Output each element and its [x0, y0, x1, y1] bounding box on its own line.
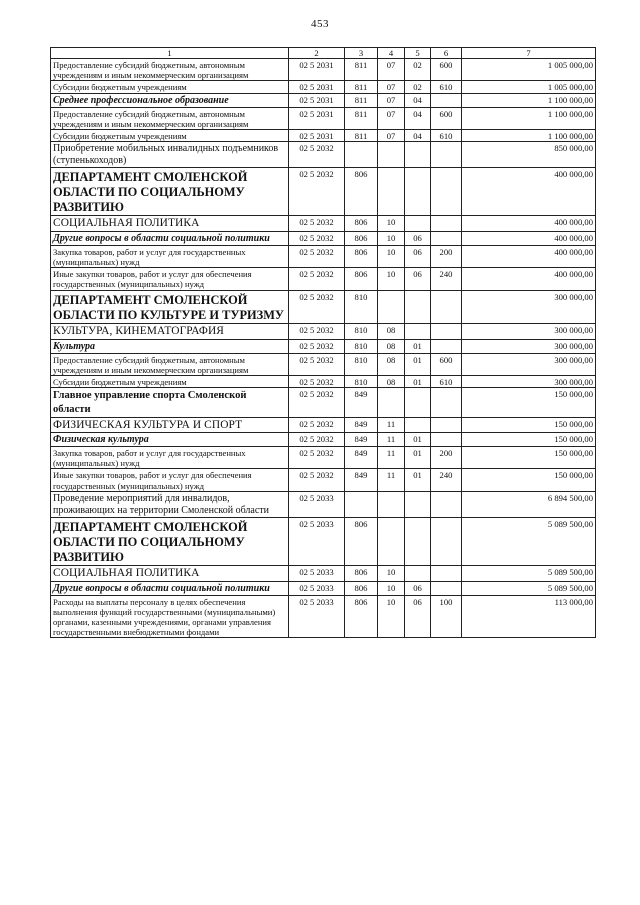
row-target-code: 02 5 2031: [289, 93, 345, 107]
row-ministry-code: 849: [345, 447, 378, 469]
row-ministry-code: 811: [345, 81, 378, 93]
table-row: [51, 469, 596, 491]
column-header: 4: [378, 48, 405, 59]
row-target-code: 02 5 2032: [289, 216, 345, 232]
row-name: Проведение мероприятий для инвалидов, проживающих на территории Смоленской области: [51, 491, 289, 517]
row-subsection-code: 06: [405, 246, 431, 268]
table-row: [51, 167, 596, 215]
row-target-code: 02 5 2033: [289, 595, 345, 638]
row-name: Субсидии бюджетным учреждениям: [51, 375, 289, 387]
row-name: КУЛЬТУРА, КИНЕМАТОГРАФИЯ: [51, 323, 289, 339]
row-amount: 5 089 500,00: [462, 517, 596, 565]
row-ministry-code: 811: [345, 93, 378, 107]
row-expense-type: [431, 167, 462, 215]
row-subsection-code: [405, 517, 431, 565]
table-row: [51, 517, 596, 565]
row-subsection-code: [405, 387, 431, 417]
row-target-code: 02 5 2033: [289, 566, 345, 582]
row-amount: 850 000,00: [462, 141, 596, 167]
row-subsection-code: 04: [405, 129, 431, 141]
table-row: [51, 595, 596, 638]
row-section-code: 07: [378, 129, 405, 141]
row-target-code: 02 5 2031: [289, 107, 345, 129]
row-section-code: 10: [378, 232, 405, 246]
row-target-code: 02 5 2031: [289, 129, 345, 141]
row-name: Закупка товаров, работ и услуг для государственных (муниципальных) нужд: [51, 246, 289, 268]
row-ministry-code: 806: [345, 216, 378, 232]
row-ministry-code: 806: [345, 566, 378, 582]
table-row: [51, 59, 596, 81]
table-row: [51, 268, 596, 290]
row-expense-type: 600: [431, 107, 462, 129]
header-row: [51, 48, 596, 59]
row-ministry-code: 849: [345, 433, 378, 447]
row-expense-type: 610: [431, 375, 462, 387]
row-name: Среднее профессиональное образование: [51, 93, 289, 107]
row-amount: 1 100 000,00: [462, 129, 596, 141]
table-row: [51, 447, 596, 469]
row-expense-type: 600: [431, 353, 462, 375]
table-row: [51, 93, 596, 107]
row-ministry-code: 811: [345, 129, 378, 141]
row-expense-type: [431, 417, 462, 433]
row-ministry-code: 849: [345, 469, 378, 491]
table-row: [51, 581, 596, 595]
row-subsection-code: [405, 216, 431, 232]
row-expense-type: [431, 581, 462, 595]
row-ministry-code: [345, 141, 378, 167]
row-subsection-code: 01: [405, 447, 431, 469]
row-target-code: 02 5 2031: [289, 59, 345, 81]
row-ministry-code: 810: [345, 375, 378, 387]
row-subsection-code: 01: [405, 375, 431, 387]
table-row: [51, 339, 596, 353]
row-ministry-code: 810: [345, 290, 378, 323]
row-target-code: 02 5 2032: [289, 290, 345, 323]
row-section-code: 11: [378, 469, 405, 491]
row-subsection-code: [405, 141, 431, 167]
row-expense-type: [431, 232, 462, 246]
column-header: 6: [431, 48, 462, 59]
row-ministry-code: 806: [345, 167, 378, 215]
row-subsection-code: 01: [405, 433, 431, 447]
row-name: СОЦИАЛЬНАЯ ПОЛИТИКА: [51, 216, 289, 232]
column-header: 5: [405, 48, 431, 59]
row-section-code: 07: [378, 93, 405, 107]
column-header: 1: [51, 48, 289, 59]
row-ministry-code: 810: [345, 323, 378, 339]
row-subsection-code: 06: [405, 595, 431, 638]
row-amount: 5 089 500,00: [462, 566, 596, 582]
row-amount: 1 100 000,00: [462, 107, 596, 129]
row-section-code: 10: [378, 268, 405, 290]
row-amount: 300 000,00: [462, 323, 596, 339]
table-row: [51, 141, 596, 167]
row-amount: 400 000,00: [462, 232, 596, 246]
table-row: [51, 566, 596, 582]
row-expense-type: 610: [431, 81, 462, 93]
row-name: Предоставление субсидий бюджетным, автономным учреждениям и иным некоммерческим организациям: [51, 107, 289, 129]
row-ministry-code: 811: [345, 59, 378, 81]
row-subsection-code: 06: [405, 232, 431, 246]
row-name: ДЕПАРТАМЕНТ СМОЛЕНСКОЙ ОБЛАСТИ ПО СОЦИАЛЬНОМУ РАЗВИТИЮ: [51, 167, 289, 215]
row-amount: 150 000,00: [462, 433, 596, 447]
row-section-code: 07: [378, 107, 405, 129]
row-ministry-code: 806: [345, 581, 378, 595]
row-name: Субсидии бюджетным учреждениям: [51, 129, 289, 141]
row-expense-type: 240: [431, 268, 462, 290]
row-subsection-code: 02: [405, 59, 431, 81]
row-amount: 300 000,00: [462, 375, 596, 387]
row-ministry-code: 849: [345, 387, 378, 417]
budget-table: [50, 47, 596, 638]
row-subsection-code: [405, 566, 431, 582]
row-section-code: 10: [378, 246, 405, 268]
table-row: [51, 81, 596, 93]
row-target-code: 02 5 2032: [289, 246, 345, 268]
table-row: [51, 246, 596, 268]
row-name: Расходы на выплаты персоналу в целях обеспечения выполнения функций государственными (муниципальными) органами, казенными учреждениями, органами управления государственными внебюджетными фондами: [51, 595, 289, 638]
row-section-code: 08: [378, 323, 405, 339]
table-row: [51, 107, 596, 129]
row-amount: 150 000,00: [462, 417, 596, 433]
row-expense-type: 100: [431, 595, 462, 638]
row-target-code: 02 5 2032: [289, 417, 345, 433]
row-amount: 150 000,00: [462, 387, 596, 417]
row-target-code: 02 5 2033: [289, 517, 345, 565]
row-section-code: 10: [378, 566, 405, 582]
row-section-code: 08: [378, 353, 405, 375]
row-target-code: 02 5 2032: [289, 469, 345, 491]
row-name: Физическая культура: [51, 433, 289, 447]
row-section-code: 08: [378, 339, 405, 353]
row-target-code: 02 5 2032: [289, 375, 345, 387]
row-expense-type: [431, 387, 462, 417]
row-expense-type: [431, 141, 462, 167]
row-target-code: 02 5 2032: [289, 447, 345, 469]
row-section-code: [378, 387, 405, 417]
row-subsection-code: [405, 167, 431, 215]
table-row: [51, 491, 596, 517]
row-section-code: [378, 290, 405, 323]
row-amount: 300 000,00: [462, 339, 596, 353]
table-row: [51, 129, 596, 141]
row-name: Субсидии бюджетным учреждениям: [51, 81, 289, 93]
row-name: ДЕПАРТАМЕНТ СМОЛЕНСКОЙ ОБЛАСТИ ПО СОЦИАЛЬНОМУ РАЗВИТИЮ: [51, 517, 289, 565]
table-row: [51, 417, 596, 433]
row-name: ФИЗИЧЕСКАЯ КУЛЬТУРА И СПОРТ: [51, 417, 289, 433]
row-section-code: 11: [378, 447, 405, 469]
table-row: [51, 290, 596, 323]
row-amount: 400 000,00: [462, 246, 596, 268]
row-section-code: 10: [378, 595, 405, 638]
row-target-code: 02 5 2031: [289, 81, 345, 93]
row-amount: 5 089 500,00: [462, 581, 596, 595]
row-amount: 113 000,00: [462, 595, 596, 638]
row-ministry-code: 806: [345, 517, 378, 565]
row-target-code: 02 5 2032: [289, 387, 345, 417]
row-subsection-code: 04: [405, 107, 431, 129]
row-expense-type: [431, 290, 462, 323]
row-amount: 150 000,00: [462, 469, 596, 491]
row-name: Главное управление спорта Смоленской области: [51, 387, 289, 417]
row-subsection-code: 02: [405, 81, 431, 93]
row-expense-type: 600: [431, 59, 462, 81]
row-ministry-code: 806: [345, 268, 378, 290]
row-target-code: 02 5 2032: [289, 141, 345, 167]
row-target-code: 02 5 2032: [289, 433, 345, 447]
row-subsection-code: 06: [405, 581, 431, 595]
row-name: ДЕПАРТАМЕНТ СМОЛЕНСКОЙ ОБЛАСТИ ПО КУЛЬТУРЕ И ТУРИЗМУ: [51, 290, 289, 323]
row-section-code: [378, 167, 405, 215]
row-section-code: [378, 491, 405, 517]
row-subsection-code: [405, 417, 431, 433]
row-name: Предоставление субсидий бюджетным, автономным учреждениям и иным некоммерческим организациям: [51, 353, 289, 375]
row-section-code: 07: [378, 59, 405, 81]
row-expense-type: [431, 433, 462, 447]
table-row: [51, 353, 596, 375]
page-number: 453: [311, 18, 329, 30]
row-amount: 400 000,00: [462, 268, 596, 290]
row-target-code: 02 5 2032: [289, 232, 345, 246]
table-row: [51, 232, 596, 246]
row-subsection-code: 06: [405, 268, 431, 290]
row-target-code: 02 5 2032: [289, 323, 345, 339]
row-section-code: [378, 141, 405, 167]
row-expense-type: [431, 339, 462, 353]
row-target-code: 02 5 2033: [289, 581, 345, 595]
row-target-code: 02 5 2032: [289, 167, 345, 215]
row-target-code: 02 5 2033: [289, 491, 345, 517]
row-name: Культура: [51, 339, 289, 353]
row-section-code: 11: [378, 433, 405, 447]
row-amount: 1 100 000,00: [462, 93, 596, 107]
row-name: Другие вопросы в области социальной политики: [51, 581, 289, 595]
row-ministry-code: 810: [345, 339, 378, 353]
column-header: 3: [345, 48, 378, 59]
column-header: 2: [289, 48, 345, 59]
row-ministry-code: 811: [345, 107, 378, 129]
row-amount: 6 894 500,00: [462, 491, 596, 517]
row-section-code: [378, 517, 405, 565]
row-section-code: 08: [378, 375, 405, 387]
row-section-code: 11: [378, 417, 405, 433]
row-expense-type: [431, 517, 462, 565]
row-section-code: 10: [378, 216, 405, 232]
row-subsection-code: 04: [405, 93, 431, 107]
row-subsection-code: [405, 491, 431, 517]
row-section-code: 07: [378, 81, 405, 93]
row-subsection-code: [405, 323, 431, 339]
row-amount: 400 000,00: [462, 216, 596, 232]
row-expense-type: 200: [431, 246, 462, 268]
row-subsection-code: 01: [405, 353, 431, 375]
table-row: [51, 387, 596, 417]
row-expense-type: [431, 491, 462, 517]
row-target-code: 02 5 2032: [289, 268, 345, 290]
row-amount: 150 000,00: [462, 447, 596, 469]
table-row: [51, 375, 596, 387]
row-ministry-code: 849: [345, 417, 378, 433]
table-row: [51, 433, 596, 447]
row-amount: 1 005 000,00: [462, 81, 596, 93]
row-expense-type: 240: [431, 469, 462, 491]
row-expense-type: [431, 216, 462, 232]
row-amount: 1 005 000,00: [462, 59, 596, 81]
row-name: Приобретение мобильных инвалидных подъемников (ступенькоходов): [51, 141, 289, 167]
row-subsection-code: [405, 290, 431, 323]
row-name: Закупка товаров, работ и услуг для государственных (муниципальных) нужд: [51, 447, 289, 469]
row-ministry-code: 806: [345, 232, 378, 246]
row-expense-type: 610: [431, 129, 462, 141]
row-name: Предоставление субсидий бюджетным, автономным учреждениям и иным некоммерческим организациям: [51, 59, 289, 81]
row-ministry-code: 806: [345, 246, 378, 268]
row-expense-type: 200: [431, 447, 462, 469]
row-name: Другие вопросы в области социальной политики: [51, 232, 289, 246]
row-ministry-code: [345, 491, 378, 517]
row-ministry-code: 810: [345, 353, 378, 375]
row-name: Иные закупки товаров, работ и услуг для обеспечения государственных (муниципальных) нужд: [51, 268, 289, 290]
row-amount: 400 000,00: [462, 167, 596, 215]
row-target-code: 02 5 2032: [289, 353, 345, 375]
row-expense-type: [431, 566, 462, 582]
row-subsection-code: 01: [405, 339, 431, 353]
row-amount: 300 000,00: [462, 290, 596, 323]
table-row: [51, 323, 596, 339]
row-amount: 300 000,00: [462, 353, 596, 375]
column-header: 7: [462, 48, 596, 59]
row-subsection-code: 01: [405, 469, 431, 491]
row-name: Иные закупки товаров, работ и услуг для обеспечения государственных (муниципальных) нужд: [51, 469, 289, 491]
table-row: [51, 216, 596, 232]
row-name: СОЦИАЛЬНАЯ ПОЛИТИКА: [51, 566, 289, 582]
row-expense-type: [431, 93, 462, 107]
row-section-code: 10: [378, 581, 405, 595]
row-target-code: 02 5 2032: [289, 339, 345, 353]
row-expense-type: [431, 323, 462, 339]
row-ministry-code: 806: [345, 595, 378, 638]
